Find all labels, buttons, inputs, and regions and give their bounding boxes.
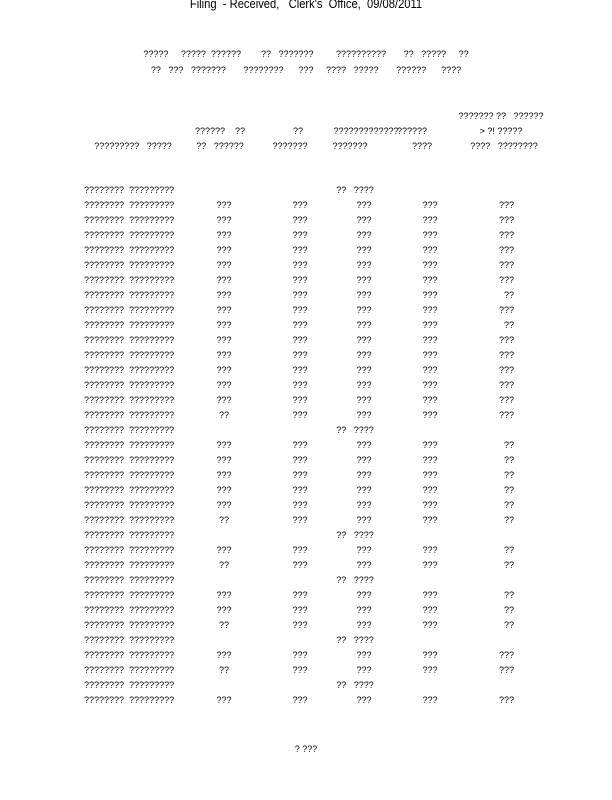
row-cell-col2: ??? [216,305,232,315]
row-label: ???????? ????????? [84,650,175,660]
table-row [0,215,612,230]
row-cell-col4: ??? [356,275,372,285]
row-cell-col2: ??? [216,380,232,390]
row-label: ???????? ????????? [84,425,175,435]
row-cell-col6: ??? [498,650,514,660]
row-cell-col3: ??? [292,410,308,420]
row-cell-col2: ??? [216,290,232,300]
row-cell-col3: ??? [292,215,308,225]
row-cell-col3: ??? [292,485,308,495]
row-cell-col6: ?? [503,515,514,525]
row-cell-col5: ??? [422,395,438,405]
table-row [0,500,612,515]
row-cell-col4: ??? [356,620,372,630]
row-cell-col6: ??? [498,305,514,315]
row-cell-col5: ??? [422,350,438,360]
row-label: ???????? ????????? [84,260,175,270]
row-cell-col6: ??? [498,695,514,705]
row-cell-col4: ??? [356,455,372,465]
row-label: ???????? ????????? [84,275,175,285]
row-label: ???????? ????????? [84,560,175,570]
row-label: ???????? ????????? [84,680,175,690]
row-cell-col6: ??? [498,395,514,405]
table-row [0,650,612,665]
row-cell-col6: ?? [503,590,514,600]
row-label: ???????? ????????? [84,245,175,255]
col6-header-line2: > ?! ????? [479,126,523,136]
row-cell-col3: ??? [292,440,308,450]
title-line-1: ????? ????? ?????? ?? ??????? ?????????? ?? ????? ?? [143,49,469,59]
row-cell-col2: ??? [216,245,232,255]
row-cell-col4: ??? [356,410,372,420]
col6-header-line1: ??????? ?? ?????? [458,111,544,121]
row-cell-col4: ??? [356,695,372,705]
table-row [0,350,612,365]
row-cell-col5: ??? [422,485,438,495]
row-label: ???????? ????????? [84,665,175,675]
row-cell-col4: ??? [356,335,372,345]
row-cell-col2: ?? [218,515,229,525]
row-cell-col3: ??? [292,695,308,705]
row-cell-col2: ??? [216,650,232,660]
row-cell-col2: ??? [216,320,232,330]
row-cell-col4: ??? [356,380,372,390]
row-label: ???????? ????????? [84,590,175,600]
row-cell-col5: ??? [422,245,438,255]
row-cell-col2: ?? [218,620,229,630]
row-label: ???????? ????????? [84,410,175,420]
row-label: ???????? ????????? [84,365,175,375]
row-label: ???????? ????????? [84,695,175,705]
page-number: ? ??? [294,744,318,754]
row-label: ???????? ????????? [84,305,175,315]
row-cell-col4: ??? [356,230,372,240]
row-label: ???????? ????????? [84,350,175,360]
row-cell-col5: ??? [422,335,438,345]
row-cell-col6: ??? [498,350,514,360]
row-cell-col4: ??? [356,545,372,555]
row-cell-col6: ??? [498,200,514,210]
table-row [0,680,612,695]
row-cell-col4: ??? [356,215,372,225]
row-cell-col4: ??? [356,590,372,600]
row-cell-col4: ??? [356,290,372,300]
row-cell-col2: ??? [216,455,232,465]
row-cell-col6: ??? [498,245,514,255]
row-label: ???????? ????????? [84,335,175,345]
table-row [0,455,612,470]
row-cell-col5: ??? [422,590,438,600]
row-cell-col5: ??? [422,230,438,240]
row-cell-col6: ?? [503,455,514,465]
row-cell-col6: ??? [498,365,514,375]
row-cell-col3: ??? [292,230,308,240]
row-label: ???????? ????????? [84,545,175,555]
table-row [0,560,612,575]
row-cell-col5: ??? [422,560,438,570]
row-cell-col4: ??? [356,245,372,255]
table-row [0,485,612,500]
row-cell-col5: ??? [422,410,438,420]
row-cell-col4: ??? [356,485,372,495]
table-row [0,365,612,380]
row-cell-col6: ?? [503,485,514,495]
row-cell-col5: ??? [422,650,438,660]
row-cell-col4: ??? [356,440,372,450]
table-row [0,515,612,530]
row-cell-col5: ??? [422,380,438,390]
table-row [0,695,612,710]
row-label: ???????? ????????? [84,230,175,240]
row-cell-col6: ?? [503,560,514,570]
row-label: ???????? ????????? [84,470,175,480]
row-cell-col4: ??? [356,665,372,675]
table-row [0,575,612,590]
row-cell-col5: ??? [422,665,438,675]
table-row [0,200,612,215]
row-cell-col4: ??? [356,395,372,405]
row-cell-col5: ??? [422,320,438,330]
row-cell-col6: ?? [503,545,514,555]
row-label: ???????? ????????? [84,395,175,405]
row-cell-col6: ??? [498,275,514,285]
row-cell-col5: ??? [422,695,438,705]
row-cell-col6: ??? [498,260,514,270]
row-cell-col6: ?? [503,320,514,330]
row-cell-col4: ??? [356,260,372,270]
row-cell-col2: ??? [216,485,232,495]
row-cell-col6: ?? [503,470,514,480]
row-cell-col3: ??? [292,245,308,255]
row-cell-col3: ??? [292,365,308,375]
row-cell-col5: ??? [422,515,438,525]
row-cell-col3: ??? [292,650,308,660]
row-cell-col3: ??? [292,350,308,360]
row-cell-col6: ??? [498,380,514,390]
table-row [0,545,612,560]
row-label: ???????? ????????? [84,575,175,585]
table-row [0,395,612,410]
row-cell-col6: ?? [503,440,514,450]
row-cell-col3: ??? [292,305,308,315]
col2-header-line2: ?????? ?? [194,126,246,136]
row-label: ???????? ????????? [84,530,175,540]
row-cell-col3: ??? [292,515,308,525]
row-cell-col6: ??? [498,335,514,345]
row-cell-col5: ??? [422,620,438,630]
row-cell-col6: ??? [498,230,514,240]
row-cell-col3: ??? [292,545,308,555]
row-cell-col4: ??? [356,515,372,525]
row-cell-col2: ??? [216,275,232,285]
row-cell-col5: ??? [422,290,438,300]
row-cell-col5: ??? [422,305,438,315]
row-span-value: ?? ???? [336,635,374,645]
table-row [0,635,612,650]
row-cell-col5: ??? [422,260,438,270]
col4-header-line3: ??????? [332,141,368,151]
row-cell-col5: ??? [422,275,438,285]
row-cell-col2: ??? [216,335,232,345]
row-span-value: ?? ???? [336,575,374,585]
row-cell-col6: ?? [503,500,514,510]
row-cell-col5: ??? [422,365,438,375]
table-row [0,590,612,605]
row-cell-col3: ??? [292,320,308,330]
col3-header-line2: ?? [292,126,303,136]
row-cell-col4: ??? [356,470,372,480]
row-cell-col5: ??? [422,605,438,615]
row-cell-col3: ??? [292,470,308,480]
row-cell-col5: ??? [422,455,438,465]
row-label: ???????? ????????? [84,185,175,195]
row-cell-col2: ??? [216,350,232,360]
table-row [0,230,612,245]
row-cell-col6: ?? [503,290,514,300]
row-label: ???????? ????????? [84,320,175,330]
table-row [0,440,612,455]
table-row [0,260,612,275]
col3-header-line3: ??????? [272,141,308,151]
row-cell-col3: ??? [292,380,308,390]
row-cell-col2: ??? [216,545,232,555]
row-cell-col6: ?? [503,620,514,630]
row-label: ???????? ????????? [84,215,175,225]
table-row [0,425,612,440]
filing-stamp: Filing - Received, Clerk's Office, 09/08/2011 [189,0,423,11]
row-cell-col2: ??? [216,590,232,600]
row-cell-col6: ??? [498,215,514,225]
row-span-value: ?? ???? [336,530,374,540]
row-label: ???????? ????????? [84,440,175,450]
row-cell-col4: ??? [356,320,372,330]
row-cell-col3: ??? [292,395,308,405]
col2-header-line3: ?? ?????? [196,141,244,151]
row-label: ???????? ????????? [84,200,175,210]
row-cell-col5: ??? [422,215,438,225]
table-row [0,665,612,680]
table-row [0,245,612,260]
row-cell-col5: ??? [422,470,438,480]
row-cell-col3: ??? [292,275,308,285]
row-cell-col5: ??? [422,440,438,450]
row-cell-col4: ??? [356,650,372,660]
row-cell-col2: ??? [216,200,232,210]
row-cell-col4: ??? [356,305,372,315]
row-label: ???????? ????????? [84,515,175,525]
table-row [0,290,612,305]
row-label: ???????? ????????? [84,605,175,615]
row-label: ???????? ????????? [84,380,175,390]
row-cell-col4: ??? [356,605,372,615]
row-cell-col4: ??? [356,365,372,375]
row-label: ???????? ????????? [84,620,175,630]
row-cell-col3: ??? [292,620,308,630]
row-cell-col3: ??? [292,200,308,210]
row-cell-col2: ??? [216,395,232,405]
row-cell-col3: ??? [292,590,308,600]
row-span-value: ?? ???? [336,425,374,435]
row-cell-col2: ??? [216,500,232,510]
row-cell-col2: ?? [218,665,229,675]
row-label: ???????? ????????? [84,635,175,645]
row-cell-col5: ??? [422,545,438,555]
title-line-2: ?? ??? ??????? ???????? ??? ???? ????? ?????? ???? [150,65,462,75]
row-cell-col5: ??? [422,200,438,210]
row-cell-col6: ?? [503,605,514,615]
row-cell-col3: ??? [292,560,308,570]
table-row [0,320,612,335]
row-cell-col2: ??? [216,605,232,615]
row-cell-col3: ??? [292,500,308,510]
row-span-value: ?? ???? [336,680,374,690]
row-cell-col2: ??? [216,440,232,450]
table-row [0,605,612,620]
row-label: ???????? ????????? [84,290,175,300]
table-row [0,620,612,635]
row-cell-col3: ??? [292,455,308,465]
row-cell-col3: ??? [292,665,308,675]
row-cell-col5: ??? [422,500,438,510]
row-label: ???????? ????????? [84,485,175,495]
row-cell-col3: ??? [292,260,308,270]
table-row [0,185,612,200]
table-row [0,380,612,395]
table-row [0,275,612,290]
row-cell-col2: ?? [218,410,229,420]
row-span-value: ?? ???? [336,185,374,195]
row-cell-col3: ??? [292,605,308,615]
row-cell-col2: ??? [216,695,232,705]
row-cell-col2: ??? [216,230,232,240]
row-cell-col3: ??? [292,335,308,345]
row-cell-col2: ??? [216,470,232,480]
row-cell-col2: ??? [216,260,232,270]
row-cell-col4: ??? [356,350,372,360]
col5-header-line2: ?????? [396,126,428,136]
row-cell-col3: ??? [292,290,308,300]
row-cell-col2: ?? [218,560,229,570]
row-cell-col4: ??? [356,500,372,510]
table-row [0,410,612,425]
table-row [0,530,612,545]
row-cell-col6: ??? [498,665,514,675]
table-row [0,470,612,485]
row-cell-col2: ??? [216,365,232,375]
row-label: ???????? ????????? [84,500,175,510]
row-label: ???????? ????????? [84,455,175,465]
row-cell-col6: ??? [498,410,514,420]
table-row [0,305,612,320]
table-row [0,335,612,350]
col5-header-line3: ???? [411,141,433,151]
row-cell-col4: ??? [356,560,372,570]
col4-header-line2: ????????????? [333,126,399,136]
row-cell-col4: ??? [356,200,372,210]
col6-header-line3: ???? ???????? [470,141,538,151]
col1-header: ????????? ????? [94,141,172,151]
row-cell-col2: ??? [216,215,232,225]
